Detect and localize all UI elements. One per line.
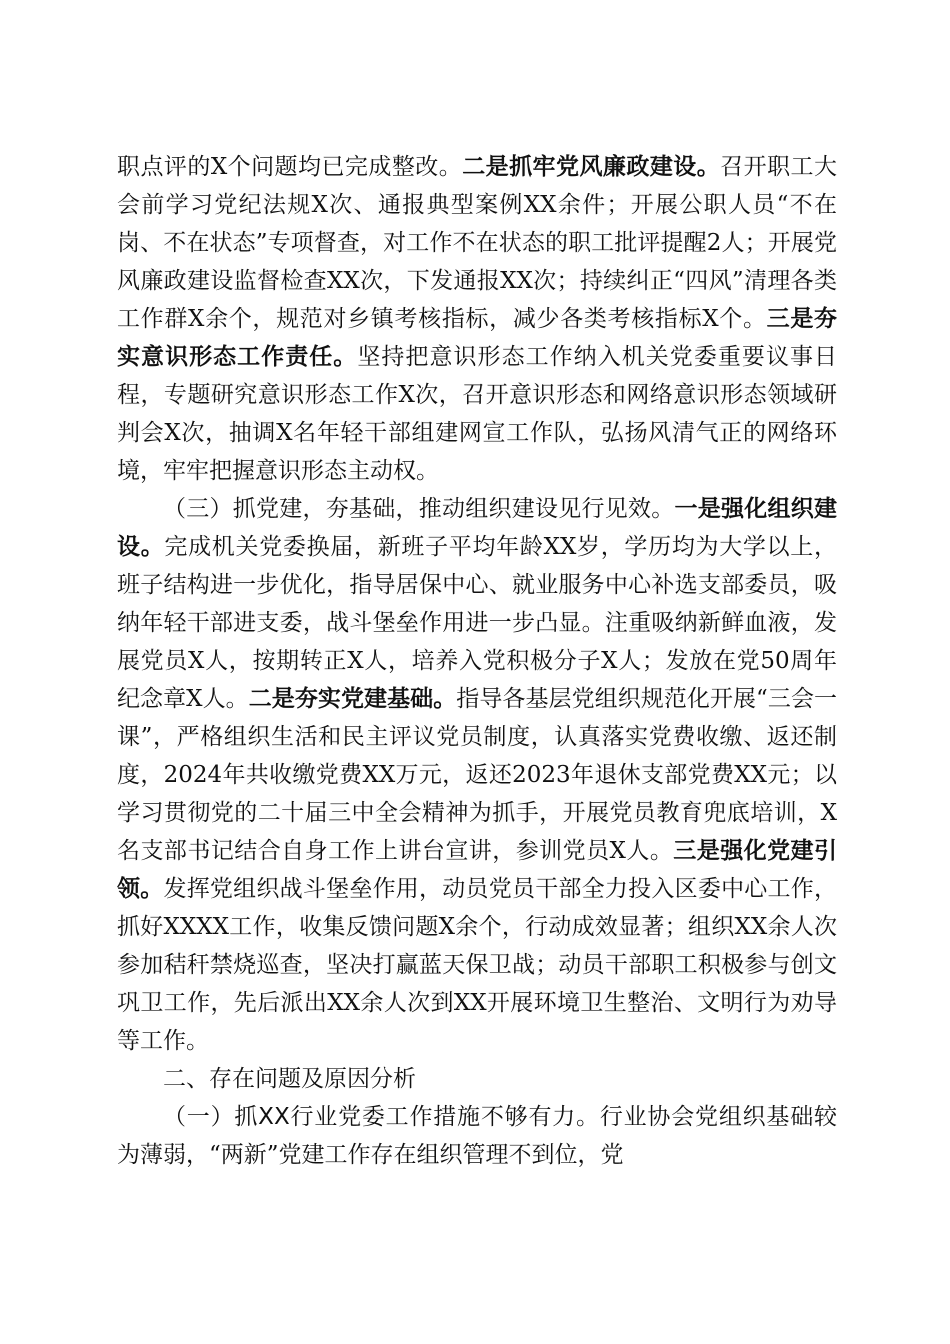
section-title-problems: 二、存在问题及原因分析	[163, 1066, 416, 1092]
paragraph-problem-one	[117, 1098, 837, 1174]
paragraph-discipline	[117, 148, 837, 490]
lead-phrase: 一是强化组织建设。	[117, 496, 837, 560]
text-span: 指导各基层党组织规范化开展“三会一课”，严格组织生活和民主评议党员制度，认真落实党费收缴、返还制度，2024年共收缴党费XX万元，返还2023年退休支部党费XX元；以学习贯彻党的二十届三中全会精神为抓手，开展党员教育兜底培训，X名支部书记结合自身工作上讲台宣讲，参训党员X人。	[117, 686, 838, 864]
text-span: 坚持把意识形态工作纳入机关党委重要议事日程，专题研究意识形态工作X次，召开意识形态和网络意识形态领域研判会X次，抽调X名年轻干部组建网宣工作队，弘扬风清气正的网络环境，牢牢把握意识形态主动权。	[117, 344, 838, 484]
section-heading: （三）抓党建，夯基础，推动组织建设见行见效。	[163, 496, 675, 522]
text-span: 发挥党组织战斗堡垒作用，动员党员干部全力投入区委中心工作，抓好XXXX工作，收集反馈问题X余个，行动成效显著；组织XX余人次参加秸秆禁烧巡查，坚决打赢蓝天保卫战；动员干部职工积极参与创文巩卫工作，先后派出XX余人次到XX开展环境卫生整治、文明行为劝导等工作。	[117, 876, 838, 1054]
lead-phrase: 三是强化党建引领。	[117, 838, 838, 902]
text-span: 召开职工大会前学习党纪法规X次、通报典型案例XX余件；开展公职人员“不在岗、不在状态”专项督查，对工作不在状态的职工批评提醒2人；开展党风廉政建设监督检查XX次，下发通报XX次；持续纠正“四风”清理各类工作群X余个，规范对乡镇考核指标，减少各类考核指标X个。	[117, 154, 838, 332]
document-page	[117, 148, 837, 1174]
text-span: 行业协会党组织基础较为薄弱，“两新”党建工作存在组织管理不到位，党	[117, 1104, 838, 1168]
lead-phrase: 三是夯实意识形态工作责任。	[117, 306, 838, 370]
lead-phrase: 二是夯实党建基础。	[248, 686, 457, 712]
lead-phrase: 二是抓牢党风廉政建设。	[462, 154, 721, 180]
subsection-heading: （一）抓XX行业党委工作措施不够有力。	[163, 1104, 600, 1130]
text-span: 完成机关党委换届，新班子平均年龄XX岁，学历均为大学以上，班子结构进一步优化，指导居保中心、就业服务中心补选支部委员，吸纳年轻干部进支委，战斗堡垒作用进一步凸显。注重吸纳新鲜血液，发展党员X人，按期转正X人，培养入党积极分子X人；发放在党50周年纪念章X人。	[117, 534, 838, 712]
paragraph-section-three	[117, 490, 837, 1060]
text-span: 职点评的X个问题均已完成整改。	[117, 154, 463, 180]
